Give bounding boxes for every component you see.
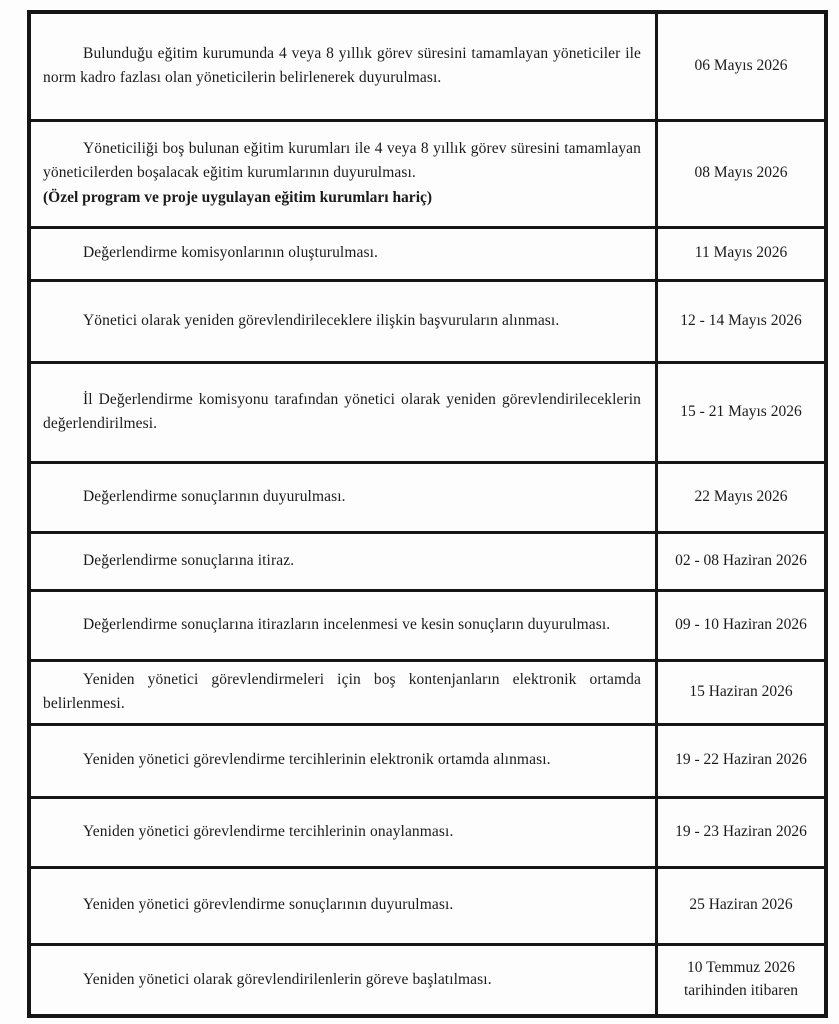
table-row [29,724,826,797]
activity-cell [29,532,657,590]
table-row [29,590,826,660]
date-cell [657,660,827,724]
date-cell [657,120,827,227]
table-row [29,797,826,867]
activity-cell [29,227,657,280]
date-text: 19 - 23 Haziran 2026 [675,822,807,840]
table-row [29,867,826,944]
activity-text: Değerlendirme sonuçlarına itiraz. [83,551,295,569]
date-text: 10 Temmuz 2026 [687,959,795,977]
activity-text: Yönetici olarak yeniden görevlendirileceklere ilişkin başvuruların alınması. [83,311,560,329]
activity-text: Yeniden yönetici görevlendirmeleri için boş kontenjanların elektronik ortamda belirlenmesi. [43,670,641,712]
activity-text: Yeniden yönetici görevlendirme tercihlerinin onaylanması. [83,822,454,840]
schedule-table-body [29,12,826,1016]
activity-text: Bulunduğu eğitim kurumunda 4 veya 8 yıllık görev süresini tamamlayan yöneticiler ile norm kadro fazlası olan yöneticilerin belirlenerek duyurulması. [43,45,641,87]
table-row [29,12,826,120]
activity-cell [29,12,657,120]
date-cell [657,532,827,590]
activity-cell [29,867,657,944]
activity-cell [29,590,657,660]
activity-cell [29,797,657,867]
activity-text: İl Değerlendirme komisyonu tarafından yönetici olarak yeniden görevlendirileceklerin değerlendirilmesi. [43,390,641,432]
activity-cell [29,944,657,1016]
date-cell [657,12,827,120]
table-row [29,227,826,280]
date-text: 12 - 14 Mayıs 2026 [680,311,802,329]
activity-note: (Özel program ve proje uygulayan eğitim kurumları hariç) [43,188,433,206]
date-text: 15 - 21 Mayıs 2026 [680,402,802,420]
date-cell [657,227,827,280]
date-text: 25 Haziran 2026 [689,896,793,914]
activity-text: Yöneticiliği boş bulunan eğitim kurumları ile 4 veya 8 yıllık görev süresini tamamlayan yöneticilerden boşalacak eğitim kurumlarının duyurulması. [43,140,641,182]
schedule-table [27,10,828,1018]
activity-cell [29,280,657,362]
table-row [29,280,826,362]
date-text: 08 Mayıs 2026 [694,164,788,182]
date-text: 11 Mayıs 2026 [694,244,788,262]
activity-text: Yeniden yönetici görevlendirme sonuçlarının duyurulması. [83,896,454,914]
date-cell [657,867,827,944]
date-text: 02 - 08 Haziran 2026 [675,551,807,569]
table-row [29,532,826,590]
date-text: 22 Mayıs 2026 [694,487,788,505]
activity-cell [29,462,657,532]
table-row [29,362,826,462]
activity-text: Yeniden yönetici görevlendirme tercihlerinin elektronik ortamda alınması. [83,751,551,769]
date-cell [657,362,827,462]
activity-cell [29,120,657,227]
date-cell [657,724,827,797]
activity-text: Değerlendirme sonuçlarının duyurulması. [83,487,346,505]
activity-cell [29,724,657,797]
table-row [29,660,826,724]
date-text: tarihinden itibaren [683,981,799,999]
date-cell [657,590,827,660]
date-cell [657,280,827,362]
date-text: 15 Haziran 2026 [689,682,793,700]
date-cell [657,944,827,1016]
date-cell [657,462,827,532]
date-text: 09 - 10 Haziran 2026 [675,615,807,633]
activity-text: Değerlendirme sonuçlarına itirazların incelenmesi ve kesin sonuçların duyurulması. [83,615,611,633]
table-row [29,120,826,227]
activity-cell [29,660,657,724]
activity-cell [29,362,657,462]
table-row [29,462,826,532]
activity-text: Değerlendirme komisyonlarının oluşturulması. [83,244,378,262]
table-row [29,944,826,1016]
date-text: 06 Mayıs 2026 [694,57,788,75]
date-cell [657,797,827,867]
activity-text: Yeniden yönetici olarak görevlendirilenlerin göreve başlatılması. [83,970,492,988]
date-text: 19 - 22 Haziran 2026 [675,751,807,769]
